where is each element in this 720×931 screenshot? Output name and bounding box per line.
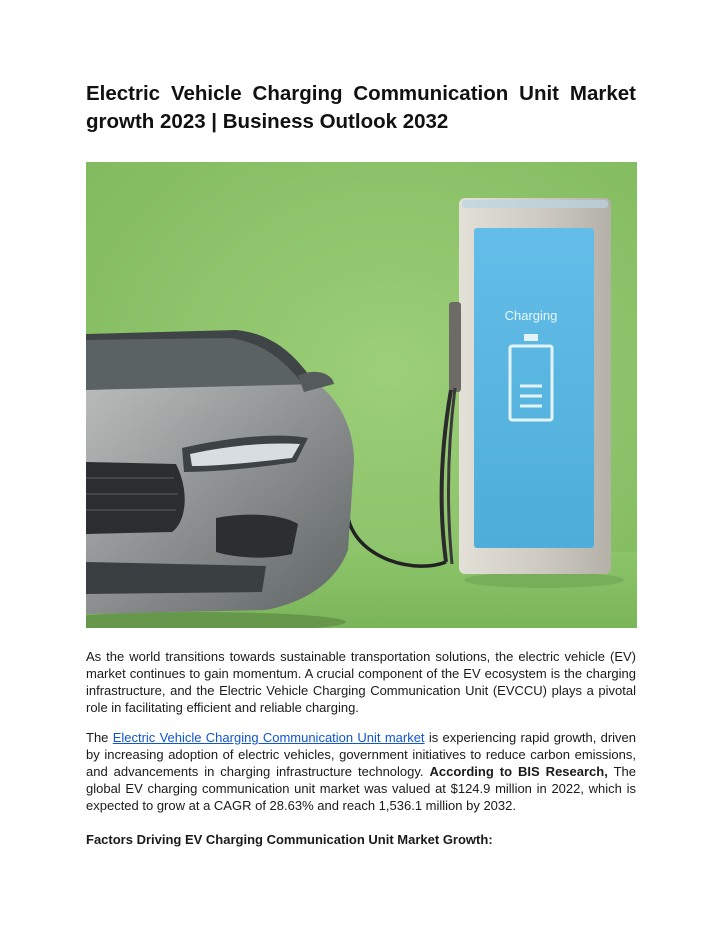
charging-station [442,198,624,588]
market-report-link[interactable]: Electric Vehicle Charging Communication Unit market [112,730,425,745]
market-paragraph-body: is experiencing rapid growth, driven by increasing adoption of electric vehicles, government initiatives to reduce carbon emissions, and advancements in charging infrastructure technology. [86,730,637,779]
market-paragraph-lead: The [86,730,113,745]
document-page [86,80,636,848]
source-attribution: According to BIS Research, [429,764,608,779]
intro-paragraph: As the world transitions towards sustainable transportation solutions, the electric vehicle (EV) market continues to gain momentum. A crucial component of the EV ecosystem is the charging infrastructure, and the Electric Vehicle Charging Communication Unit (EVCCU) plays a pivotal role in facilitating efficient and reliable charging. [86,649,636,715]
market-paragraph-tail: The global EV charging communication unit market was valued at $124.9 million in 2022, which is expected to grow at a CAGR of 28.63% and reach 1,536.1 million by 2032. [86,764,636,813]
market-paragraph [86,729,636,814]
charging-screen-label: Charging [504,308,558,323]
section-subheading: Factors Driving EV Charging Communication Unit Market Growth: [86,832,493,847]
electric-car [86,330,354,628]
article-title: Electric Vehicle Charging Communication Unit Market growth 2023 | Business Outlook 2032 [86,82,636,133]
hero-image [86,162,637,628]
